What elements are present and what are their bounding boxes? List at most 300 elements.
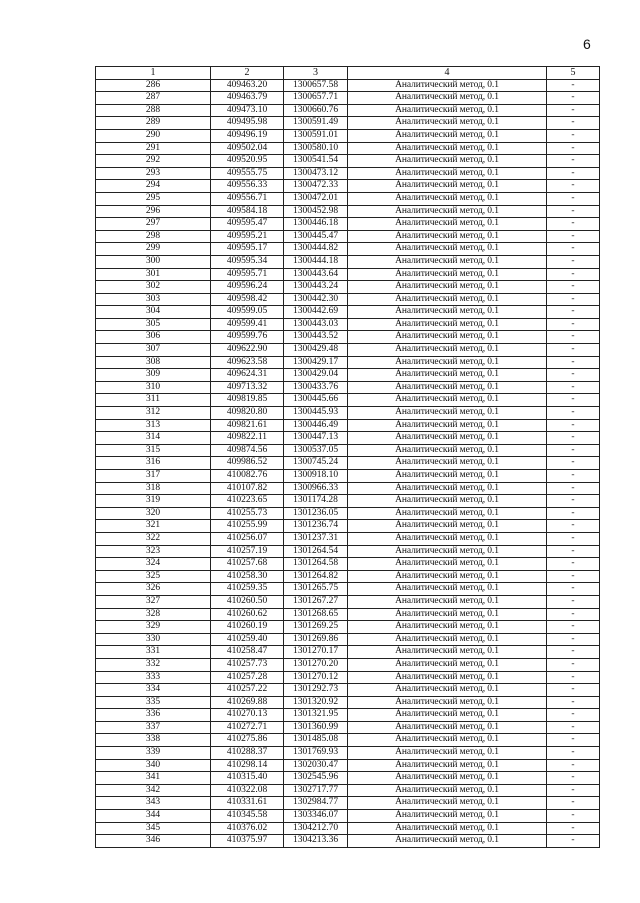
point-number-cell: 315: [96, 444, 211, 457]
point-number-cell: 332: [96, 658, 211, 671]
x-coordinate-cell: 409496.19: [211, 129, 284, 142]
method-cell: Аналитический метод, 0.1: [348, 532, 547, 545]
method-cell: Аналитический метод, 0.1: [348, 470, 547, 483]
y-coordinate-cell: 1302030.47: [284, 759, 348, 772]
y-coordinate-cell: 1303346.07: [284, 810, 348, 823]
table-row: [96, 155, 600, 168]
method-cell: Аналитический метод, 0.1: [348, 457, 547, 470]
y-coordinate-cell: 1301321.95: [284, 709, 348, 722]
y-coordinate-cell: 1300966.33: [284, 482, 348, 495]
y-coordinate-cell: 1300918.10: [284, 470, 348, 483]
x-coordinate-cell: 410255.73: [211, 507, 284, 520]
method-cell: Аналитический метод, 0.1: [348, 747, 547, 760]
method-cell: Аналитический метод, 0.1: [348, 759, 547, 772]
note-cell: -: [547, 457, 600, 470]
table-header-row: [96, 67, 600, 80]
x-coordinate-cell: 409584.18: [211, 205, 284, 218]
note-cell: -: [547, 192, 600, 205]
note-cell: -: [547, 810, 600, 823]
point-number-cell: 313: [96, 419, 211, 432]
table-row: [96, 344, 600, 357]
x-coordinate-cell: 409595.71: [211, 268, 284, 281]
point-number-cell: 289: [96, 117, 211, 130]
y-coordinate-cell: 1300591.01: [284, 129, 348, 142]
table-row: [96, 281, 600, 294]
note-cell: -: [547, 470, 600, 483]
note-cell: -: [547, 747, 600, 760]
note-cell: -: [547, 495, 600, 508]
x-coordinate-cell: 410345.58: [211, 810, 284, 823]
method-cell: Аналитический метод, 0.1: [348, 520, 547, 533]
method-cell: Аналитический метод, 0.1: [348, 142, 547, 155]
point-number-cell: 339: [96, 747, 211, 760]
note-cell: -: [547, 822, 600, 835]
point-number-cell: 327: [96, 595, 211, 608]
y-coordinate-cell: 1301265.75: [284, 583, 348, 596]
table-row: [96, 822, 600, 835]
table-row: [96, 671, 600, 684]
table-row: [96, 180, 600, 193]
method-cell: Аналитический метод, 0.1: [348, 558, 547, 571]
y-coordinate-cell: 1300657.58: [284, 79, 348, 92]
x-coordinate-cell: 409599.05: [211, 306, 284, 319]
table-body: [96, 79, 600, 847]
table-row: [96, 419, 600, 432]
point-number-cell: 288: [96, 104, 211, 117]
point-number-cell: 316: [96, 457, 211, 470]
point-number-cell: 291: [96, 142, 211, 155]
table-row: [96, 79, 600, 92]
method-cell: Аналитический метод, 0.1: [348, 734, 547, 747]
table-row: [96, 457, 600, 470]
x-coordinate-cell: 410107.82: [211, 482, 284, 495]
note-cell: -: [547, 167, 600, 180]
y-coordinate-cell: 1301270.20: [284, 658, 348, 671]
note-cell: -: [547, 646, 600, 659]
table-row: [96, 205, 600, 218]
point-number-cell: 340: [96, 759, 211, 772]
note-cell: -: [547, 117, 600, 130]
y-coordinate-cell: 1300660.76: [284, 104, 348, 117]
note-cell: -: [547, 709, 600, 722]
table-row: [96, 595, 600, 608]
y-coordinate-cell: 1300443.64: [284, 268, 348, 281]
method-cell: Аналитический метод, 0.1: [348, 268, 547, 281]
y-coordinate-cell: 1300745.24: [284, 457, 348, 470]
x-coordinate-cell: 410272.71: [211, 721, 284, 734]
method-cell: Аналитический метод, 0.1: [348, 721, 547, 734]
x-coordinate-cell: 410275.86: [211, 734, 284, 747]
method-cell: Аналитический метод, 0.1: [348, 835, 547, 848]
note-cell: -: [547, 633, 600, 646]
table-row: [96, 658, 600, 671]
table-row: [96, 356, 600, 369]
table-row: [96, 621, 600, 634]
x-coordinate-cell: 410257.28: [211, 671, 284, 684]
note-cell: -: [547, 671, 600, 684]
note-cell: -: [547, 759, 600, 772]
x-coordinate-cell: 410260.19: [211, 621, 284, 634]
y-coordinate-cell: 1300473.12: [284, 167, 348, 180]
y-coordinate-cell: 1300446.49: [284, 419, 348, 432]
note-cell: -: [547, 381, 600, 394]
table-row: [96, 369, 600, 382]
method-cell: Аналитический метод, 0.1: [348, 394, 547, 407]
note-cell: -: [547, 583, 600, 596]
coordinates-table: [95, 66, 600, 848]
x-coordinate-cell: 409874.56: [211, 444, 284, 457]
x-coordinate-cell: 410257.22: [211, 684, 284, 697]
table-row: [96, 92, 600, 105]
point-number-cell: 306: [96, 331, 211, 344]
method-cell: Аналитический метод, 0.1: [348, 306, 547, 319]
table-row: [96, 696, 600, 709]
method-cell: Аналитический метод, 0.1: [348, 255, 547, 268]
point-number-cell: 320: [96, 507, 211, 520]
x-coordinate-cell: 410256.07: [211, 532, 284, 545]
method-cell: Аналитический метод, 0.1: [348, 331, 547, 344]
column-header-2: 2: [211, 67, 284, 80]
method-cell: Аналитический метод, 0.1: [348, 583, 547, 596]
method-cell: Аналитический метод, 0.1: [348, 432, 547, 445]
y-coordinate-cell: 1300429.48: [284, 344, 348, 357]
note-cell: -: [547, 608, 600, 621]
x-coordinate-cell: 409520.95: [211, 155, 284, 168]
method-cell: Аналитический метод, 0.1: [348, 369, 547, 382]
table-row: [96, 243, 600, 256]
point-number-cell: 322: [96, 532, 211, 545]
x-coordinate-cell: 410260.62: [211, 608, 284, 621]
y-coordinate-cell: 1301264.82: [284, 570, 348, 583]
y-coordinate-cell: 1304213.36: [284, 835, 348, 848]
y-coordinate-cell: 1301485.08: [284, 734, 348, 747]
x-coordinate-cell: 409556.71: [211, 192, 284, 205]
table-row: [96, 482, 600, 495]
y-coordinate-cell: 1301769.93: [284, 747, 348, 760]
y-coordinate-cell: 1300445.93: [284, 407, 348, 420]
table-row: [96, 709, 600, 722]
method-cell: Аналитический метод, 0.1: [348, 155, 547, 168]
table-row: [96, 507, 600, 520]
note-cell: -: [547, 356, 600, 369]
method-cell: Аналитический метод, 0.1: [348, 92, 547, 105]
point-number-cell: 292: [96, 155, 211, 168]
x-coordinate-cell: 410269.88: [211, 696, 284, 709]
x-coordinate-cell: 409495.98: [211, 117, 284, 130]
table-row: [96, 835, 600, 848]
point-number-cell: 334: [96, 684, 211, 697]
note-cell: -: [547, 595, 600, 608]
method-cell: Аналитический метод, 0.1: [348, 293, 547, 306]
x-coordinate-cell: 409595.34: [211, 255, 284, 268]
method-cell: Аналитический метод, 0.1: [348, 79, 547, 92]
x-coordinate-cell: 409555.75: [211, 167, 284, 180]
note-cell: -: [547, 318, 600, 331]
x-coordinate-cell: 409463.79: [211, 92, 284, 105]
note-cell: -: [547, 369, 600, 382]
note-cell: -: [547, 721, 600, 734]
method-cell: Аналитический метод, 0.1: [348, 595, 547, 608]
point-number-cell: 319: [96, 495, 211, 508]
point-number-cell: 342: [96, 784, 211, 797]
point-number-cell: 336: [96, 709, 211, 722]
method-cell: Аналитический метод, 0.1: [348, 192, 547, 205]
y-coordinate-cell: 1300472.01: [284, 192, 348, 205]
table-row: [96, 545, 600, 558]
x-coordinate-cell: 409463.20: [211, 79, 284, 92]
note-cell: -: [547, 281, 600, 294]
x-coordinate-cell: 409821.61: [211, 419, 284, 432]
table-row: [96, 633, 600, 646]
table-row: [96, 331, 600, 344]
y-coordinate-cell: 1301269.25: [284, 621, 348, 634]
note-cell: -: [547, 570, 600, 583]
y-coordinate-cell: 1300452.98: [284, 205, 348, 218]
x-coordinate-cell: 409624.31: [211, 369, 284, 382]
note-cell: -: [547, 545, 600, 558]
method-cell: Аналитический метод, 0.1: [348, 205, 547, 218]
table-row: [96, 734, 600, 747]
point-number-cell: 305: [96, 318, 211, 331]
x-coordinate-cell: 410270.13: [211, 709, 284, 722]
x-coordinate-cell: 410375.97: [211, 835, 284, 848]
point-number-cell: 312: [96, 407, 211, 420]
x-coordinate-cell: 410376.02: [211, 822, 284, 835]
point-number-cell: 343: [96, 797, 211, 810]
y-coordinate-cell: 1300591.49: [284, 117, 348, 130]
x-coordinate-cell: 410322.08: [211, 784, 284, 797]
point-number-cell: 287: [96, 92, 211, 105]
point-number-cell: 325: [96, 570, 211, 583]
point-number-cell: 346: [96, 835, 211, 848]
note-cell: -: [547, 155, 600, 168]
y-coordinate-cell: 1300657.71: [284, 92, 348, 105]
table-row: [96, 268, 600, 281]
x-coordinate-cell: 410257.19: [211, 545, 284, 558]
note-cell: -: [547, 306, 600, 319]
note-cell: -: [547, 558, 600, 571]
table-row: [96, 306, 600, 319]
note-cell: -: [547, 293, 600, 306]
point-number-cell: 335: [96, 696, 211, 709]
table-row: [96, 255, 600, 268]
method-cell: Аналитический метод, 0.1: [348, 772, 547, 785]
method-cell: Аналитический метод, 0.1: [348, 696, 547, 709]
note-cell: -: [547, 432, 600, 445]
note-cell: -: [547, 734, 600, 747]
method-cell: Аналитический метод, 0.1: [348, 129, 547, 142]
method-cell: Аналитический метод, 0.1: [348, 621, 547, 634]
y-coordinate-cell: 1301236.05: [284, 507, 348, 520]
table-row: [96, 129, 600, 142]
table-row: [96, 772, 600, 785]
table-row: [96, 167, 600, 180]
point-number-cell: 298: [96, 230, 211, 243]
method-cell: Аналитический метод, 0.1: [348, 495, 547, 508]
method-cell: Аналитический метод, 0.1: [348, 444, 547, 457]
point-number-cell: 297: [96, 218, 211, 231]
x-coordinate-cell: 410255.99: [211, 520, 284, 533]
method-cell: Аналитический метод, 0.1: [348, 281, 547, 294]
point-number-cell: 323: [96, 545, 211, 558]
column-header-4: 4: [348, 67, 547, 80]
y-coordinate-cell: 1300445.66: [284, 394, 348, 407]
point-number-cell: 331: [96, 646, 211, 659]
y-coordinate-cell: 1300443.03: [284, 318, 348, 331]
table-row: [96, 759, 600, 772]
note-cell: -: [547, 835, 600, 848]
point-number-cell: 345: [96, 822, 211, 835]
y-coordinate-cell: 1300445.47: [284, 230, 348, 243]
x-coordinate-cell: 409599.41: [211, 318, 284, 331]
y-coordinate-cell: 1301264.58: [284, 558, 348, 571]
y-coordinate-cell: 1300580.10: [284, 142, 348, 155]
note-cell: -: [547, 658, 600, 671]
point-number-cell: 333: [96, 671, 211, 684]
column-header-5: 5: [547, 67, 600, 80]
point-number-cell: 293: [96, 167, 211, 180]
table-row: [96, 747, 600, 760]
x-coordinate-cell: 410315.40: [211, 772, 284, 785]
y-coordinate-cell: 1300442.69: [284, 306, 348, 319]
x-coordinate-cell: 409599.76: [211, 331, 284, 344]
point-number-cell: 303: [96, 293, 211, 306]
table-row: [96, 570, 600, 583]
method-cell: Аналитический метод, 0.1: [348, 608, 547, 621]
method-cell: Аналитический метод, 0.1: [348, 633, 547, 646]
point-number-cell: 307: [96, 344, 211, 357]
table-row: [96, 432, 600, 445]
x-coordinate-cell: 410259.40: [211, 633, 284, 646]
table-row: [96, 646, 600, 659]
table-row: [96, 381, 600, 394]
table-row: [96, 407, 600, 420]
note-cell: -: [547, 344, 600, 357]
table-row: [96, 532, 600, 545]
y-coordinate-cell: 1300429.17: [284, 356, 348, 369]
method-cell: Аналитический метод, 0.1: [348, 419, 547, 432]
method-cell: Аналитический метод, 0.1: [348, 180, 547, 193]
point-number-cell: 296: [96, 205, 211, 218]
table-row: [96, 394, 600, 407]
x-coordinate-cell: 410258.47: [211, 646, 284, 659]
x-coordinate-cell: 409595.47: [211, 218, 284, 231]
point-number-cell: 317: [96, 470, 211, 483]
method-cell: Аналитический метод, 0.1: [348, 570, 547, 583]
note-cell: -: [547, 696, 600, 709]
note-cell: -: [547, 407, 600, 420]
note-cell: -: [547, 394, 600, 407]
note-cell: -: [547, 532, 600, 545]
table-row: [96, 784, 600, 797]
y-coordinate-cell: 1301320.92: [284, 696, 348, 709]
x-coordinate-cell: 410260.50: [211, 595, 284, 608]
note-cell: -: [547, 797, 600, 810]
method-cell: Аналитический метод, 0.1: [348, 658, 547, 671]
table-row: [96, 608, 600, 621]
x-coordinate-cell: 410257.73: [211, 658, 284, 671]
y-coordinate-cell: 1302717.77: [284, 784, 348, 797]
table-row: [96, 810, 600, 823]
y-coordinate-cell: 1301360.99: [284, 721, 348, 734]
point-number-cell: 310: [96, 381, 211, 394]
x-coordinate-cell: 409822.11: [211, 432, 284, 445]
method-cell: Аналитический метод, 0.1: [348, 822, 547, 835]
y-coordinate-cell: 1300447.13: [284, 432, 348, 445]
point-number-cell: 341: [96, 772, 211, 785]
note-cell: -: [547, 419, 600, 432]
y-coordinate-cell: 1301237.31: [284, 532, 348, 545]
method-cell: Аналитический метод, 0.1: [348, 684, 547, 697]
x-coordinate-cell: 409623.58: [211, 356, 284, 369]
table-row: [96, 495, 600, 508]
point-number-cell: 304: [96, 306, 211, 319]
y-coordinate-cell: 1300541.54: [284, 155, 348, 168]
y-coordinate-cell: 1301236.74: [284, 520, 348, 533]
y-coordinate-cell: 1300444.18: [284, 255, 348, 268]
note-cell: -: [547, 230, 600, 243]
table-row: [96, 470, 600, 483]
method-cell: Аналитический метод, 0.1: [348, 356, 547, 369]
point-number-cell: 318: [96, 482, 211, 495]
method-cell: Аналитический метод, 0.1: [348, 381, 547, 394]
y-coordinate-cell: 1301270.12: [284, 671, 348, 684]
point-number-cell: 337: [96, 721, 211, 734]
y-coordinate-cell: 1300444.82: [284, 243, 348, 256]
note-cell: -: [547, 255, 600, 268]
method-cell: Аналитический метод, 0.1: [348, 243, 547, 256]
table-row: [96, 721, 600, 734]
y-coordinate-cell: 1304212.70: [284, 822, 348, 835]
note-cell: -: [547, 218, 600, 231]
note-cell: -: [547, 268, 600, 281]
x-coordinate-cell: 409819.85: [211, 394, 284, 407]
table-row: [96, 192, 600, 205]
method-cell: Аналитический метод, 0.1: [348, 671, 547, 684]
x-coordinate-cell: 410082.76: [211, 470, 284, 483]
note-cell: -: [547, 142, 600, 155]
x-coordinate-cell: 409598.42: [211, 293, 284, 306]
point-number-cell: 286: [96, 79, 211, 92]
x-coordinate-cell: 409502.04: [211, 142, 284, 155]
point-number-cell: 324: [96, 558, 211, 571]
note-cell: -: [547, 205, 600, 218]
point-number-cell: 300: [96, 255, 211, 268]
x-coordinate-cell: 409556.33: [211, 180, 284, 193]
method-cell: Аналитический метод, 0.1: [348, 407, 547, 420]
x-coordinate-cell: 409622.90: [211, 344, 284, 357]
table-row: [96, 583, 600, 596]
x-coordinate-cell: 410298.14: [211, 759, 284, 772]
x-coordinate-cell: 410258.30: [211, 570, 284, 583]
x-coordinate-cell: 410288.37: [211, 747, 284, 760]
x-coordinate-cell: 409595.21: [211, 230, 284, 243]
table-row: [96, 684, 600, 697]
y-coordinate-cell: 1300443.52: [284, 331, 348, 344]
table-row: [96, 444, 600, 457]
note-cell: -: [547, 104, 600, 117]
point-number-cell: 314: [96, 432, 211, 445]
table-row: [96, 218, 600, 231]
point-number-cell: 311: [96, 394, 211, 407]
note-cell: -: [547, 621, 600, 634]
method-cell: Аналитический метод, 0.1: [348, 810, 547, 823]
method-cell: Аналитический метод, 0.1: [348, 218, 547, 231]
point-number-cell: 302: [96, 281, 211, 294]
point-number-cell: 329: [96, 621, 211, 634]
y-coordinate-cell: 1302545.96: [284, 772, 348, 785]
note-cell: -: [547, 482, 600, 495]
